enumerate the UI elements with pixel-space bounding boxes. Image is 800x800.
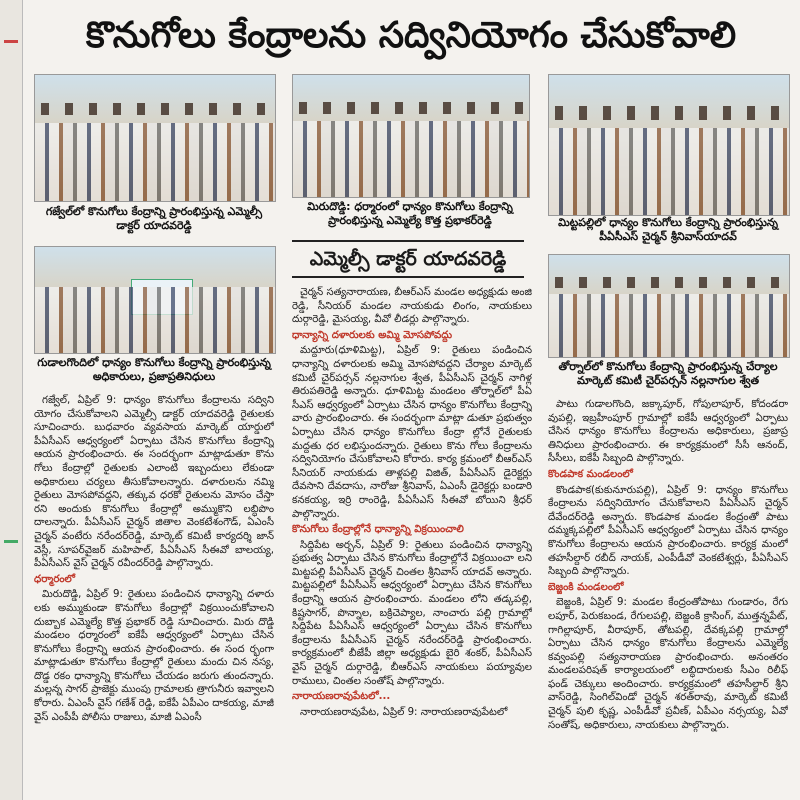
article-paragraph: సిద్దిపేట అర్బన్, ఏప్రిల్ 9: రైతులు పండించిన ధాన్యాన్ని ప్రభుత్వ ఏర్పాటు చేసిన కొనుగోలు కేంద్రాల్లోనే విక్రయించా లని మిట్టపల్లి పీఏసీఎస్ చైర్మన్ చింతల శ్రీనివాస్ యాదవ్ అన్నారు. మిట్టపల్లిలో పీఏసీఎస్ ఆధ్వర్యంలో ఏర్పాటు చేసిన కొనుగోలు కేంద్రాన్ని ఆయన ప్రారంభించారు. మండలం లోని తడ్కపల్లి, కిష్టసాగర్, పొన్నాల, బక్రిచెప్యాల, నాంచారు పల్లి గ్రామాల్లో సిద్దిపేట పీఏసీఎస్ ఆధ్వర్యంలో ఏర్పాటు చేసిన కొనుగోలు కేంద్రాలను పీఏసీఎస్ చైర్మన్ నరేందర్‌రెడ్డి ప్రారంభించారు. కార్యక్రమంలో బీజేపీ జిల్లా అధ్యక్షుడు బైరి శంకర్, పీఏసీఎస్ వైస్ చైర్మన్ దుర్గారెడ్డి, బీఆర్ఎస్ నాయకులు పయ్యావుల రాములు, చింతల సంతోష్ పాల్గొన్నారు. bbox=[292, 539, 532, 687]
caption-toralpally: తోర్నాల్‌లో కొనుగోలు కేంద్రాన్ని ప్రారంభిస్తున్న చేర్యాల మార్కెట్ కమిటీ చైర్‌పర్సన్ నల్లనాగుల శ్వేత bbox=[558, 360, 778, 387]
photo-mirudoddi bbox=[292, 74, 530, 198]
caption-gajwel: గజ్వేల్‌లో కొనుగోలు కేంద్రాన్ని ప్రారంభిస్తున్న ఎమ్మెల్సీ డాక్టర్ యాదవరెడ్డి bbox=[45, 205, 263, 232]
caption-gudalagonda: గుడాలగొందిలో ధాన్యం కొనుగోలు కేంద్రాన్ని ప్రారంభిస్తున్న అధికారులు, ప్రజాప్రతినిధులు bbox=[37, 356, 271, 383]
article-column-left bbox=[34, 394, 274, 796]
photo-gudalagonda bbox=[34, 246, 276, 354]
section-heading: కొండపాక మండలంలో bbox=[548, 468, 633, 480]
crowd bbox=[549, 128, 789, 215]
article-paragraph: పాటు గుడాలగొంది, జక్కాపూర్, గోపులాపూర్, కోదండరా వుపల్లి, ఇబ్రహీంపూర్ గ్రామాల్లో ఐకేపీ ఆధ్వర్యంలో ఏర్పాటు చేసిన ధాన్యం కొనుగోలు కేంద్రాలను అధికారులు, ప్రజాప్ర తినిధులు ప్రారంభించారు. ఈ కార్యక్రమంలో సీసీ ఆనంద్, సీసీలు, ఐకేపీ సిబ్బంది పాల్గొన్నారు. bbox=[548, 399, 788, 465]
section-heading: బెజ్జంకి మండలంలో bbox=[548, 581, 624, 593]
article-column-middle bbox=[292, 286, 532, 784]
crowd-heads bbox=[293, 102, 529, 114]
crowd-heads bbox=[549, 106, 789, 120]
article-paragraph: బెజ్జంకి, ఏప్రిల్ 9: మండల కేంద్రంతోపాటు గుండారం, రేగు లపూర్, పెరుకబండ, రేగులపల్లి, బెజ్జంకి క్రాసింగ్, ముత్తన్నపేట్, గాగిల్లాపూర్, వీరాపూర్, తోటపల్లి, దేవక్కపల్లి గ్రామాల్లో ఏర్పాటు చేసిన ధాన్యం కొనుగోలు కేంద్రాలను ఎమ్మెల్యే కవ్వంపల్లి సత్యనారాయణ ప్రారంభించారు. అనంతరం మండలపరిషత్ కార్యాలయంలో లబ్ధిదారులకు సీఎం రిలీఫ్ ఫండ్ చెక్కులు అందించారు. కార్యక్రమంలో తహసీల్దార్ శ్రీని వాస్‌రెడ్డి, సింగిల్‌విండో చైర్మన్ శరత్‌రావు, మార్కెట్ కమిటీ చైర్మన్ పులి కృష్ణ, ఎంపీడీవో ప్రవీణ్, ఏపీఎం నర్సయ్య, ఏవో సంతోష్, అధికారులు, నాయకులు పాల్గొన్నారు. bbox=[548, 597, 788, 731]
headline: కొనుగోలు కేంద్రాలను సద్వినియోగం చేసుకోవాలి bbox=[85, 15, 737, 56]
caption-mirudoddi: మిరుదొడ్డి: ధర్మారంలో ధాన్యం కొనుగోలు కేంద్రాన్ని ప్రారంభిస్తున్న ఎమ్మెల్యే కొత్త ప్రభాకర్‌రెడ్డి bbox=[307, 200, 513, 227]
article-paragraph: మద్దూరు(ధూళిమిట్ట), ఏప్రిల్ 9: రైతులు పండించిన ధాన్యాన్ని దళారులకు అమ్మి మోసపోవద్దని చేర్యాల మార్కెట్ కమిటీ చైర్‌పర్సన్ నల్లనాగుల శ్వేత, పీఏసీఎస్ చైర్మన్ నాగిళ్ల తిరుపతిరెడ్డి అన్నారు. ధూళిమిట్ట మండలం తోర్నాల్‌లో పీఏ సీఎస్ ఆధ్వర్యంలో ఏర్పాటు చేసిన ధాన్యం కొనుగోలు కేంద్రాన్ని వారు ప్రారంభించారు. ఈ సందర్భంగా మాట్లా డుతూ ప్రభుత్వం ఏర్పాటు చేసిన ధాన్యం కొనుగోలు కేంద్రా ల్లోనే రైతులకు మద్దతు ధర లభిస్తుందన్నారు. రైతులు కొను గోలు కేంద్రాలను సద్వినియోగం చేసుకోవాలని కోరారు. కార్య క్రమంలో బీఆర్ఎస్ సీనియర్ నాయకుడు తాళ్లపల్లి విజిత్, పీఏసీఎస్ డైరెక్టర్లు దేవసాని దేవదాసు, నారోజు శ్రీనివాస్, ఏఎంసీ డైరెక్టర్లు బండారి కనకయ్య, ఇర్రి రాంరెడ్డి, పీఏసీఎస్ సీఈవో బోయిని శ్రీధర్ పాల్గొన్నారు. bbox=[292, 345, 532, 520]
gutter-mark bbox=[4, 40, 18, 43]
article-paragraph: గజ్వేల్, ఏప్రిల్ 9: ధాన్యం కొనుగోలు కేంద్రాలను సద్విని యోగం చేసుకోవాలని ఎమ్మెల్సీ డాక్టర్ యాదవరెడ్డి రైతులకు సూచించారు. బుధవారం వ్యవసాయ మార్కెట్ యార్డులో పీఏసీఎస్ ఆధ్వర్యంలో ఏర్పాటు చేసిన కొనుగోలు కేంద్రాన్ని ఆయన ప్రారంభించారు. ఈ సందర్భంగా మాట్లాడుతూ కొను గోలు కేంద్రాల్లో రైతులకు ఎలాంటి ఇబ్బందులు లేకుండా అధికారులు చర్యలు తీసుకోవాలన్నారు. దళారులను నమ్మి రైతులు మోసపోవద్దని, తక్కువ ధరకో రైతులను మోసం చేస్తా రని అందుకు కొనుగోలు కేంద్రాల్లో అమ్ముకొని లబ్ధిపొం దాలన్నారు. పీఏసీఎస్ చైర్మన్ జితాల వెంకటేశంగౌడ్, ఏఎంసీ చైర్మన్ వంటేరు నరేందర్‌రెడ్డి, మార్కెట్ కమిటీ కార్యదర్శి జాన్ వెస్లీ, సూపర్‌వైజర్ మహిపాల్, పీఏసీఎస్ సీఈవో బాలయ్య, పీఏసీఎస్ వైస్ చైర్మన్ రవీందర్‌రెడ్డి పాల్గొన్నారు. bbox=[34, 395, 274, 570]
page-gutter bbox=[0, 0, 23, 800]
subhead: ఎమ్మెల్సీ డాక్టర్ యాదవరెడ్డి bbox=[292, 240, 524, 278]
gutter-mark bbox=[4, 540, 18, 543]
caption-mittapalli: మిట్టపల్లిలో ధాన్యం కొనుగోలు కేంద్రాన్ని ప్రారంభిస్తున్న పీఏసీఎస్ చైర్మన్ శ్రీనివాస్‌యాదవ్ bbox=[558, 216, 778, 243]
crowd bbox=[35, 123, 275, 201]
crowd-heads bbox=[35, 103, 275, 116]
article-paragraph: చైర్మన్ సత్యనారాయణ, బీఆర్ఎస్ మండల అధ్యక్షుడు అంజి రెడ్డి, సీనియర్ మండల నాయకుడు లింగం, నాయకులు దుర్గారెడ్డి, మైసయ్య, వీవో లీడర్లు పాల్గొన్నారు. bbox=[292, 287, 532, 326]
article-paragraph: నారాయణరావుపేట, ఏప్రిల్ 9: నారాయణరావుపేటలో bbox=[300, 706, 508, 718]
photo-mittapalli bbox=[548, 74, 790, 216]
photo-toralpally bbox=[548, 254, 790, 358]
article-paragraph: మిరుదొడ్డి, ఏప్రిల్ 9: రైతులు పండించిన ధాన్యాన్ని దళారు లకు అమ్ముకుండా కొనుగోలు కేంద్రాల్లో విక్రయించుకోవాలని దుబ్బాక ఎమ్మెల్యే కొత్త ప్రభాకర్ రెడ్డి సూచించారు. మిరు దొడ్డి మండలం ధర్మారంలో ఐకేపీ ఆధ్వర్యంలో ఏర్పాటు చేసిన కొనుగోలు కేంద్రాన్ని ఆయన ప్రారంభించారు. ఈ సంద ర్భంగా మాట్లాడుతూ కొనుగోలు కేంద్రాల్లో రైతులు మందు చిన నస్య, దొడ్డ రకం ధాన్యాన్ని కొనుగోలు చేయడం జరుగు తుందన్నారు. మల్లన్న సాగర్ ప్రాజెక్టు ముంపు గ్రామాలకు త్రాగునీరు ఇవ్వాలని కోరారు. ఏఎంసీ వైస్ గణేశ్ రెడ్డి, ఐకేపీ ఏపీఎం దాకయ్య, మాజీ వైస్ ఎంపీపీ పోలీసు రాజులు, మాజీ ఏఎంసీ bbox=[34, 589, 274, 723]
article-column-right bbox=[548, 398, 788, 796]
section-heading: నారాయణరావుపేటలో... bbox=[292, 691, 391, 703]
crowd bbox=[549, 294, 789, 357]
section-heading: ధర్మారంలో bbox=[34, 573, 76, 585]
article-paragraph: కొండపాక(కుకునూరుపల్లి), ఏప్రిల్ 9: ధాన్యం కొనుగోలు కేంద్రాలను సద్వినియోగం చేసుకోవాలని పీఏసీఎస్ చైర్మన్ దేవేందర్‌రెడ్డి అన్నారు. కొండపాక మండల కేంద్రంతో పాటు దమ్మక్కపల్లిలో పీఏసీఎస్ ఆధ్వర్యంలో ఏర్పాటు చేసిన ధాన్యం కొనుగోలు కేంద్రాలను ఆయన ప్రారంభించారు. కార్యక్ర మంలో తహసీల్దార్ రబీద్ నాయక్, ఎంపీడీవో వెంకటేశ్వర్లు, పీఏసీఎస్ సిబ్బంది పాల్గొన్నారు. bbox=[548, 484, 788, 578]
photo-gajwel bbox=[34, 74, 276, 202]
section-heading: కొనుగోలు కేంద్రాల్లోనే ధాన్యాన్ని విక్రయించాలి bbox=[292, 524, 464, 536]
section-heading: ధాన్యాన్ని దళారులకు అమ్మి మోసపోవద్దు bbox=[292, 329, 453, 341]
crowd bbox=[293, 121, 529, 197]
crowd-heads bbox=[549, 277, 789, 287]
crowd bbox=[35, 287, 275, 353]
